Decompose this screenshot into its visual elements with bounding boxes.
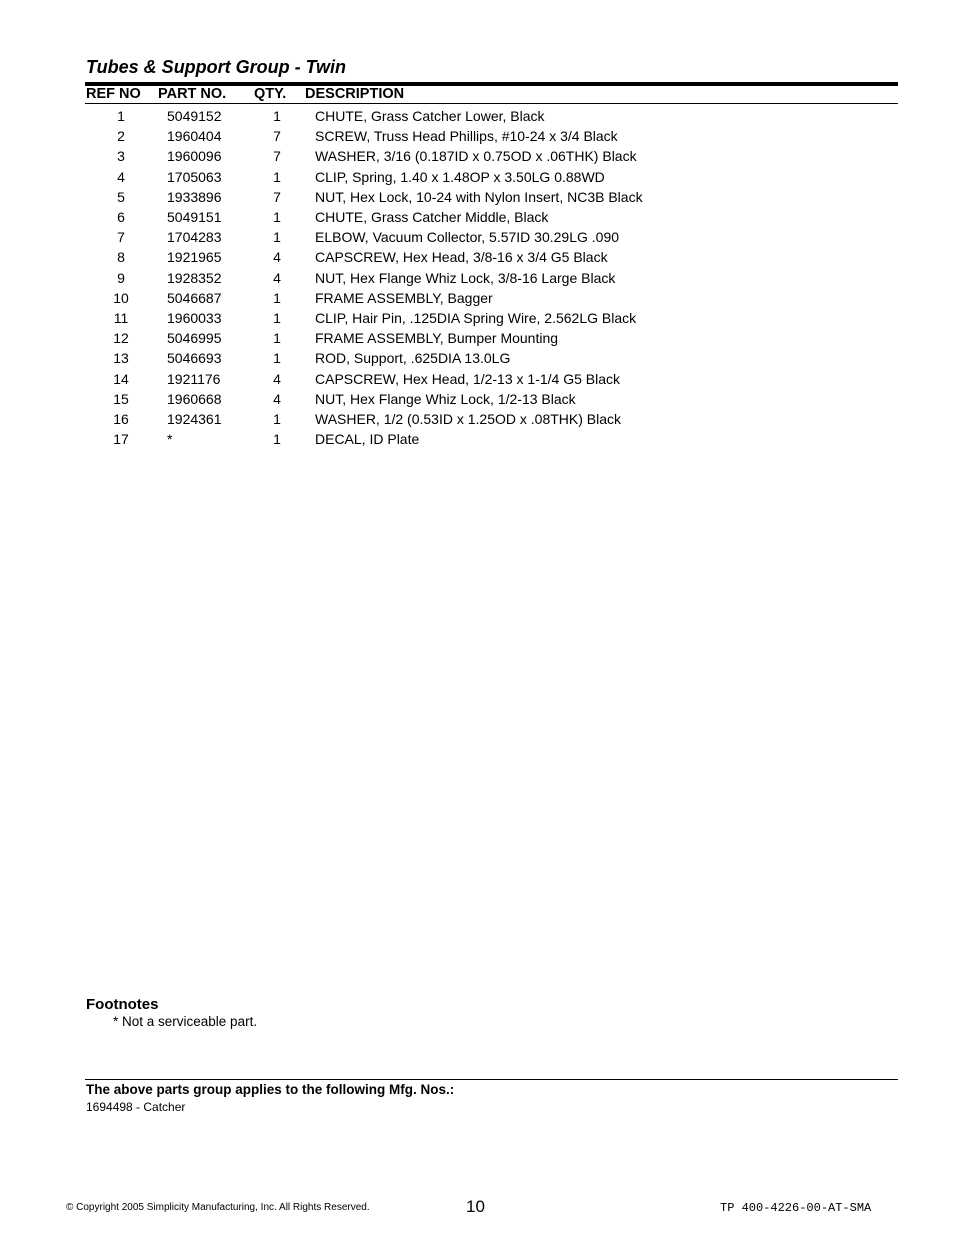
part-no-cell: 1924361 [167,411,222,428]
qty-cell: 1 [273,431,281,448]
qty-cell: 7 [273,128,281,145]
table-row [85,187,643,207]
table-row [85,227,643,247]
part-no-cell: 1960033 [167,310,222,327]
ref-no-cell: 16 [113,411,129,428]
qty-cell: 1 [273,350,281,367]
table-row [85,429,643,449]
description-cell: CAPSCREW, Hex Head, 1/2-13 x 1-1/4 G5 Black [315,370,621,387]
header-qty: QTY. [254,86,287,102]
ref-no-cell: 2 [117,128,125,145]
table-row [85,126,643,146]
part-no-cell: 1960096 [167,148,222,165]
description-cell: WASHER, 1/2 (0.53ID x 1.25OD x .08THK) Black [315,411,622,428]
qty-cell: 7 [273,148,281,165]
part-no-cell: 5046687 [167,289,222,306]
page-number: 10 [466,1197,485,1216]
part-no-cell: 1960404 [167,128,222,145]
table-row [85,348,643,368]
qty-cell: 4 [273,269,281,286]
ref-no-cell: 11 [113,310,129,327]
qty-cell: 1 [273,108,281,124]
qty-cell: 7 [273,188,281,205]
qty-cell: 4 [273,390,281,407]
description-cell: CAPSCREW, Hex Head, 3/8-16 x 3/4 G5 Black [315,249,608,266]
description-cell: DECAL, ID Plate [315,431,420,448]
header-rule [85,103,898,104]
description-cell: ELBOW, Vacuum Collector, 5.57ID 30.29LG .090 [315,229,620,246]
table-row [85,207,643,227]
description-cell: CHUTE, Grass Catcher Lower, Black [315,108,545,124]
part-no-cell: 1704283 [167,229,222,246]
description-cell: CLIP, Hair Pin, .125DIA Spring Wire, 2.562LG Black [315,310,637,327]
part-no-cell: 1921965 [167,249,222,266]
table-row [85,268,643,288]
table-row [85,288,643,308]
copyright: © Copyright 2005 Simplicity Manufacturing, Inc. All Rights Reserved. [66,1202,370,1213]
qty-cell: 1 [273,209,281,226]
description-cell: NUT, Hex Flange Whiz Lock, 1/2-13 Black [315,390,576,407]
part-no-cell: 1921176 [167,370,221,387]
table-row [85,369,643,389]
description-cell: FRAME ASSEMBLY, Bagger [315,289,493,306]
table-row [85,328,643,348]
description-cell: CLIP, Spring, 1.40 x 1.48OP x 3.50LG 0.88WD [315,168,605,185]
description-cell: WASHER, 3/16 (0.187ID x 0.75OD x .06THK) Black [315,148,637,165]
part-no-cell: 1960668 [167,390,222,407]
table-row [85,167,643,187]
part-no-cell: 5049152 [167,108,222,124]
part-no-cell: 1928352 [167,269,222,286]
footnotes-title: Footnotes [86,996,159,1013]
ref-no-cell: 6 [117,209,125,226]
table-row [85,247,643,267]
part-no-cell: 1933896 [167,188,222,205]
description-cell: NUT, Hex Lock, 10-24 with Nylon Insert, NC3B Black [315,188,643,205]
qty-cell: 1 [273,168,281,185]
header-description: DESCRIPTION [305,86,405,102]
qty-cell: 4 [273,249,281,266]
description-cell: FRAME ASSEMBLY, Bumper Mounting [315,330,559,347]
qty-cell: 1 [273,330,281,347]
description-cell: NUT, Hex Flange Whiz Lock, 3/8-16 Large Black [315,269,616,286]
ref-no-cell: 9 [117,269,125,286]
ref-no-cell: 3 [117,148,125,165]
part-no-cell: 5046995 [167,330,222,347]
qty-cell: 1 [273,310,281,327]
table-row [85,146,643,166]
table-row [85,106,643,126]
ref-no-cell: 15 [113,390,129,407]
mfg-number: 1694498 - Catcher [86,1100,186,1114]
ref-no-cell: 1 [117,108,125,124]
qty-cell: 4 [273,370,281,387]
part-no-cell: * [167,431,173,448]
qty-cell: 1 [273,289,281,306]
part-no-cell: 1705063 [167,168,222,185]
qty-cell: 1 [273,411,281,428]
applies-rule [85,1079,898,1080]
footnote-item: * Not a serviceable part. [113,1014,258,1029]
ref-no-cell: 12 [113,330,129,347]
ref-no-cell: 14 [113,370,129,387]
ref-no-cell: 10 [113,289,129,306]
description-cell: SCREW, Truss Head Phillips, #10-24 x 3/4 Black [315,128,618,145]
ref-no-cell: 4 [117,168,125,185]
page-title: Tubes & Support Group - Twin [86,57,346,77]
part-no-cell: 5049151 [167,209,222,226]
part-no-cell: 5046693 [167,350,222,367]
header-part-no: PART NO. [158,86,227,102]
ref-no-cell: 17 [113,431,129,448]
table-row [85,308,643,328]
table-row [85,409,643,429]
document-id: TP 400-4226-00-AT-SMA [720,1201,872,1215]
description-cell: CHUTE, Grass Catcher Middle, Black [315,209,549,226]
parts-table [85,106,643,449]
header-ref-no: REF NO [86,86,141,102]
ref-no-cell: 5 [117,188,125,205]
ref-no-cell: 8 [117,249,125,266]
qty-cell: 1 [273,229,281,246]
description-cell: ROD, Support, .625DIA 13.0LG [315,350,511,367]
ref-no-cell: 7 [117,229,125,246]
ref-no-cell: 13 [113,350,129,367]
parts-table-body [85,106,643,449]
table-row [85,389,643,409]
applies-label: The above parts group applies to the following Mfg. Nos.: [86,1082,455,1097]
